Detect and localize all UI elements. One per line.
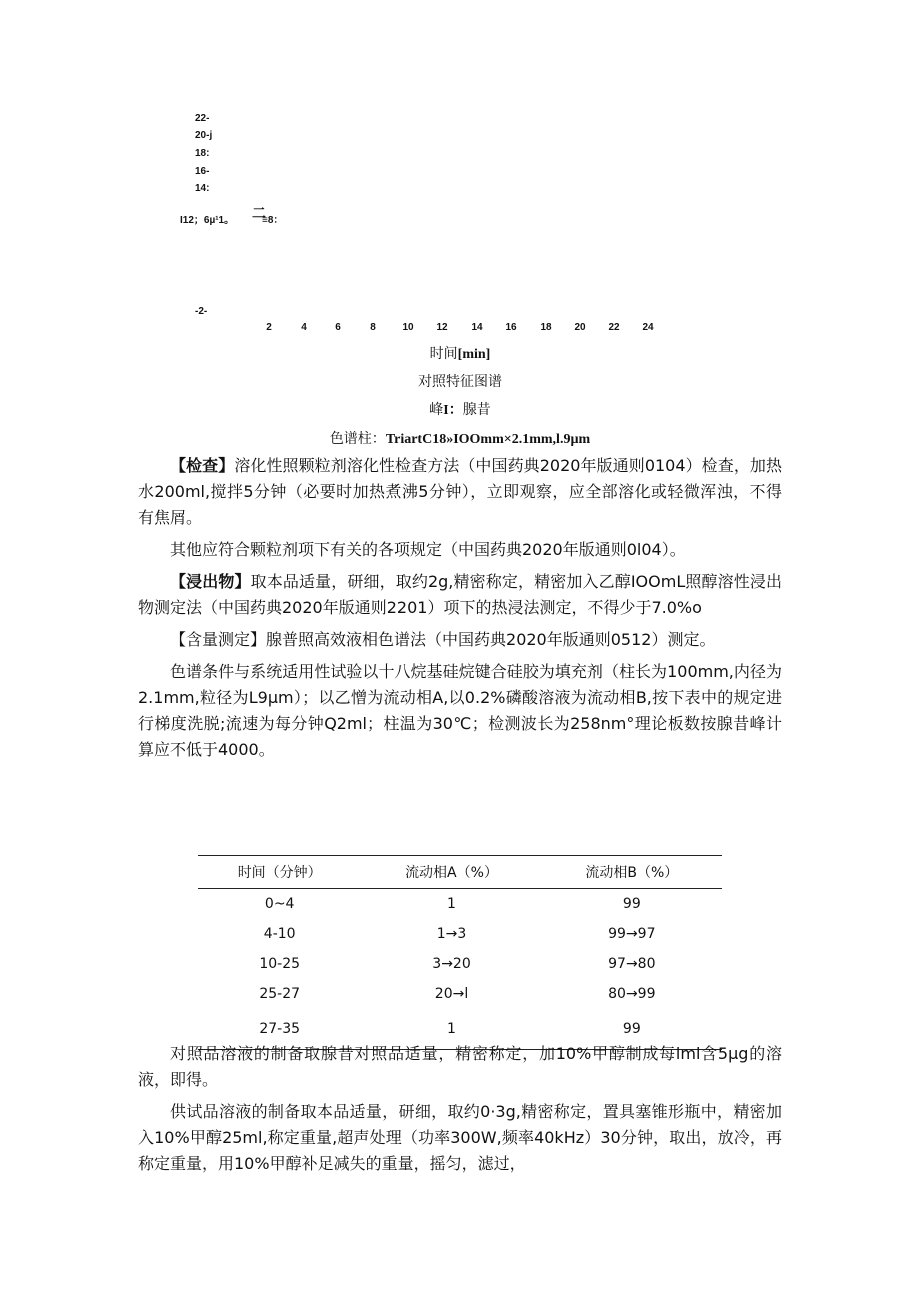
table-cell: 20→l [434,986,469,1002]
x-tick-label: 24 [642,322,654,333]
x-tick-label: 18 [540,322,552,333]
y-tick-label: 20-j [195,130,213,141]
gradient-table [198,855,722,1050]
paragraph-other: 其他应符合颗粒剂项下有关的各项规定（中国药典2020年版通则0l04）。 [170,540,686,559]
y-tick-label: 14: [195,183,210,194]
x-axis-label [0,343,920,363]
table-cell: 10-25 [259,956,301,972]
table-row [198,979,722,1009]
assay-text: 腺普照高效液相色谱法（中国药典2020年版通则0512）测定。 [266,630,716,649]
x-tick-label: 20 [574,322,586,333]
table-cell: 4-10 [263,926,296,942]
column-header: 流动相A（%） [361,856,541,889]
table-cell: 99→97 [608,926,656,942]
table-cell: 0~4 [264,896,295,912]
paragraph-sample-solution: 供试品溶液的制备取本品适量，研细，取约0·3g,精密称定，置具塞锥形瓶中，精密加入10%甲醇25ml,称定重量,超声处理（功率300W,频率40kHz）30分钟，取出，放冷，再称定重量，用10%甲醇补足减失的重量，摇匀，滤过， [138,1102,782,1173]
table-cell: 80→99 [608,986,656,1002]
y-tick-label: 18: [195,148,210,159]
text-block-lower [138,1041,782,1177]
x-axis-label-unit: [min] [457,347,491,362]
table-cell: 1 [361,1009,541,1050]
x-tick-label: 4 [301,322,307,333]
peak-number: I： [443,403,463,418]
column-header: 时间（分钟） [198,856,361,889]
table-cell: 25-27 [259,986,301,1002]
peak-name: 腺昔 [462,402,491,418]
table-cell: 1 [447,896,456,912]
table-cell: 97→80 [608,956,656,972]
paragraph-check [138,453,782,531]
x-tick-label: 2 [266,322,272,333]
x-tick-label: 10 [402,322,414,333]
peak-caption [0,399,920,419]
table-cell: 27-35 [198,1009,361,1050]
x-tick-label: 12 [436,322,448,333]
x-tick-label: 6 [335,322,341,333]
section-heading-extract: 【浸出物】 [170,572,251,591]
y-tick-label: 22- [195,113,210,124]
peak-prefix: 峰 [429,402,444,418]
table-row [198,949,722,979]
chromatogram [0,0,920,340]
y-tick-label: 16- [195,166,210,177]
y-tick-label: ≡8： [262,215,284,226]
extract-text: 取本品适量，研细，取约2g,精密称定，精密加入乙醇IOOmL照醇溶性浸出物测定法（中国药典2020年版通则2201）项下的热浸法测定，不得少于7.0%o [138,572,782,617]
figure-title: 对照特征图谱 [418,374,502,390]
column-caption [0,428,920,448]
section-heading-check: 【检查】 [170,456,235,475]
y-tick-label: I12；6µ¹1。 [180,215,235,226]
x-axis-label-cn: 时间 [429,346,458,362]
column-header: 流动相B（%） [542,856,722,889]
check-text: 溶化性照颗粒剂溶化性检查方法（中国药典2020年版通则0104）检查，加热水200ml,搅拌5分钟（必要时加热煮沸5分钟），立即观察，应全部溶化或轻微浑浊，不得有焦屑。 [138,456,782,527]
table-header-row [198,856,722,889]
table-cell: 1→3 [436,926,467,942]
text-block-upper [138,453,782,763]
paragraph-assay [138,627,782,653]
table-cell: 3→20 [432,956,471,972]
column-prefix: 色谱柱： [329,431,386,447]
paragraph-reference-solution: 对照品溶液的制备取腺昔对照品适量，精密称定，加10%甲醇制成每lml含5µg的溶液，即得。 [138,1044,782,1089]
table-row [198,889,722,920]
garbled-mark: 二 [252,205,266,221]
x-tick-label: 22 [608,322,620,333]
y-tick-label: -2- [195,306,208,317]
x-tick-label: 14 [471,322,483,333]
table-cell: 99 [542,1009,722,1050]
paragraph-conditions: 色谱条件与系统适用性试验以十八烷基硅烷键合硅胶为填充剂（柱长为100mm,内径为2.1mm,粒径为L9µm）；以乙憎为流动相A,以0.2%磷酸溶液为流动相B,按下表中的规定进行梯度洗脱;流速为每分钟Q2ml；柱温为30℃；检测波长为258nm°理论板数按腺昔峰计算应不低于4000。 [138,662,782,759]
table-row [198,919,722,949]
column-spec: TriartC18»IOOmm×2.1mm,l.9µm [385,432,591,447]
section-heading-assay: 【含量测定】 [170,630,267,649]
table-cell: 99 [622,896,641,912]
x-tick-label: 8 [370,322,376,333]
paragraph-extract [138,569,782,621]
x-tick-label: 16 [505,322,517,333]
